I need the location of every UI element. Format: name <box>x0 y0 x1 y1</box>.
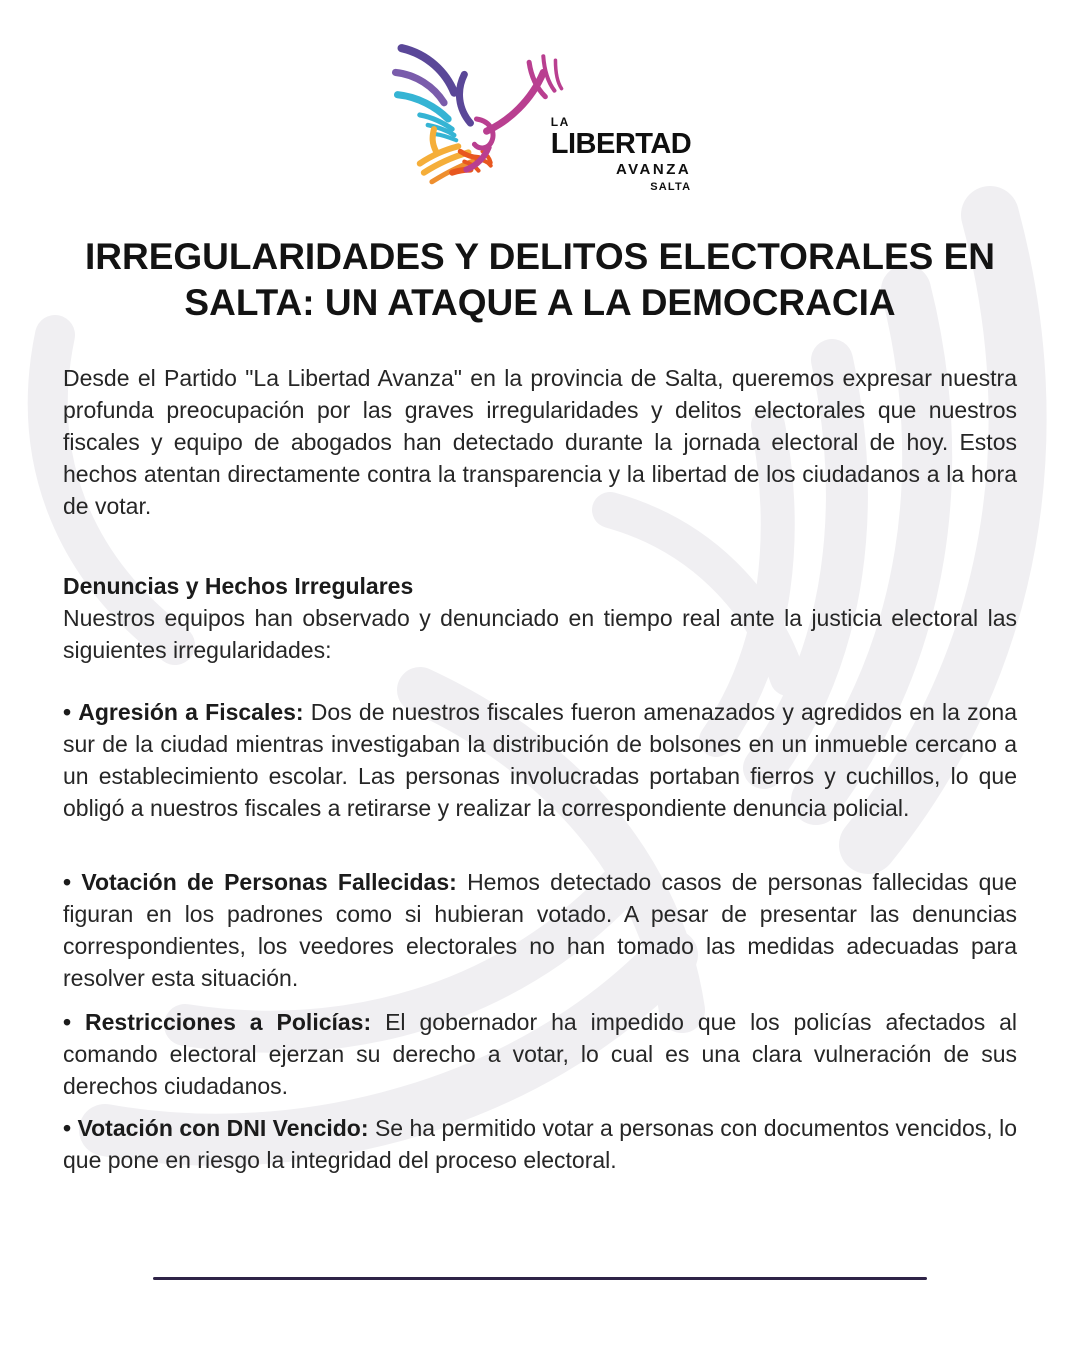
bullet-item-agresion <box>63 696 1017 824</box>
brand-la: LA <box>550 115 570 129</box>
section-denuncias <box>63 570 1017 666</box>
bullet-label: Agresión a Fiscales: <box>78 699 304 725</box>
section-heading: Denuncias y Hechos Irregulares <box>63 573 414 599</box>
bullet-marker: • <box>63 869 72 895</box>
document-title <box>0 234 1080 326</box>
bullet-item-dni <box>63 1112 1017 1176</box>
bullet-text: Dos de nuestros fiscales fueron amenazados y agredidos en la zona sur de la ciudad mientras investigaban la distribución de bolsones en un inmueble cercano a un establecimiento escolar. Las personas involucradas portaban fierros y cuchillos, lo que obligó a nuestros fiscales a retirarse y realizar la correspondiente denuncia policial. <box>63 699 1017 821</box>
eagle-magenta-strokes <box>466 56 561 169</box>
party-logo-wordmark <box>551 115 691 194</box>
bullet-label: Restricciones a Policías: <box>85 1009 372 1035</box>
brand-avanza: AVANZA <box>615 161 692 178</box>
bullet-label: Votación de Personas Fallecidas: <box>81 869 457 895</box>
bullet-text: Se ha permitido votar a personas con documentos vencidos, lo que pone en riesgo la integridad del proceso electoral. <box>63 1115 1018 1173</box>
bullet-text: Hemos detectado casos de personas fallecidas que figuran en los padrones como si hubieran votado. A pesar de presentar las denuncias correspondientes, los veedores electorales no han tomado las medidas adecuadas para resolver esta situación. <box>63 869 1018 991</box>
bullet-text: El gobernador ha impedido que los policías afectados al comando electoral ejerzan su derecho a votar, lo cual es una clara vulneración de sus derechos ciudadanos. <box>63 1009 1018 1099</box>
bullet-item-policias <box>63 1006 1017 1102</box>
title-line-1: IRREGULARIDADES Y DELITOS ELECTORALES EN <box>84 236 996 277</box>
eagle-logo-icon <box>389 38 567 200</box>
title-line-2: SALTA: UN ATAQUE A LA DEMOCRACIA <box>184 282 896 323</box>
bullet-marker: • <box>63 1115 72 1141</box>
bullet-item-fallecidas <box>63 866 1017 994</box>
intro-paragraph: Desde el Partido "La Libertad Avanza" en la provincia de Salta, queremos expresar nuestra profunda preocupación por las graves irregularidades y delitos electorales que nuestros fiscales y equipo de abogados han detectado durante la jornada electoral de hoy. Estos hechos atentan directamente contra la transparencia y la libertad de los ciudadanos a la hora de votar. <box>63 365 1017 519</box>
eagle-cyan-strokes <box>397 95 456 141</box>
brand-libertad: LIBERTAD <box>550 128 692 160</box>
brand-salta: SALTA <box>650 181 692 193</box>
bullet-marker: • <box>63 699 72 725</box>
watermark-strokes <box>48 215 1018 1140</box>
footer-divider <box>153 1277 927 1280</box>
party-logo <box>0 38 1080 200</box>
bullet-marker: • <box>63 1009 72 1035</box>
section-lead: Nuestros equipos han observado y denunciado en tiempo real ante la justicia electoral las siguientes irregularidades: <box>63 605 1017 663</box>
bullet-label: Votación con DNI Vencido: <box>77 1115 369 1141</box>
